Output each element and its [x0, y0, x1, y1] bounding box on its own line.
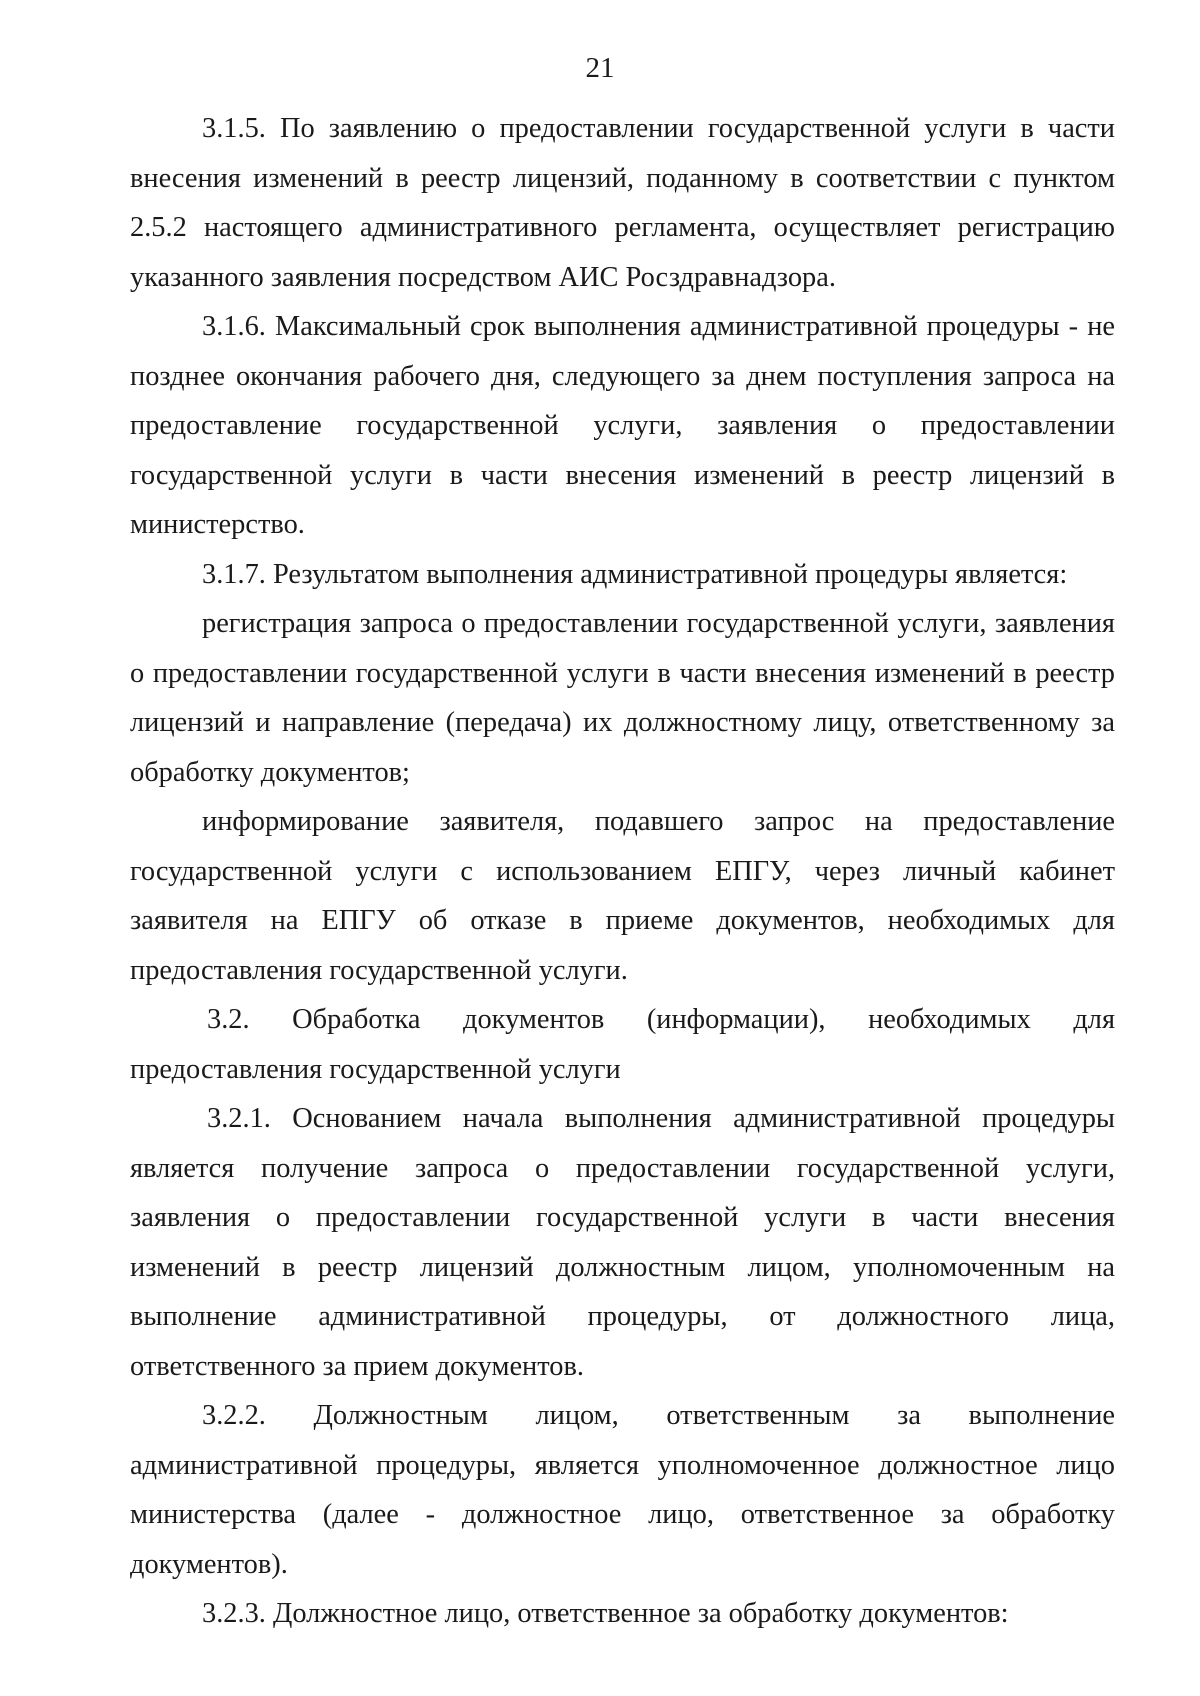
- section-heading-3-2: 3.2. Обработка документов (информации), необходимых для предоставления государственной услуги: [130, 1004, 1115, 1085]
- paragraph-result-informing: информирование заявителя, подавшего запрос на предоставление государственной услуги с использованием ЕПГУ, через личный кабинет заявителя на ЕПГУ об отказе в приеме документов, необходимых для предоставления государственной услуги.: [130, 806, 1115, 986]
- paragraph-3-1-6: 3.1.6. Максимальный срок выполнения административной процедуры - не позднее окончания рабочего дня, следующего за днем поступления запроса на предоставление государственной услуги, заявления о предоставлении государственной услуги в части внесения изменений в реестр лицензий в министерство.: [130, 311, 1115, 540]
- paragraph-3-2-2: 3.2.2. Должностным лицом, ответственным за выполнение административной процедуры, является уполномоченное должностное лицо министерства (далее - должностное лицо, ответственное за обработку документов).: [130, 1400, 1115, 1580]
- page-number: 21: [585, 52, 615, 84]
- paragraph-result-registration: регистрация запроса о предоставлении государственной услуги, заявления о предоставлении государственной услуги в части внесения изменений в реестр лицензий и направление (передача) их должностному лицу, ответственному за обработку документов;: [130, 608, 1115, 788]
- document-body: [130, 104, 1115, 1639]
- paragraph-3-1-5: 3.1.5. По заявлению о предоставлении государственной услуги в части внесения изменений в реестр лицензий, поданному в соответствии с пунктом 2.5.2 настоящего административного регламента, осуществляет регистрацию указанного заявления посредством АИС Росздравнадзора.: [130, 113, 1115, 293]
- paragraph-3-2-3: 3.2.3. Должностное лицо, ответственное за обработку документов:: [202, 1598, 1009, 1629]
- paragraph-3-1-7: 3.1.7. Результатом выполнения административной процедуры является:: [202, 558, 1068, 590]
- paragraph-3-2-1: 3.2.1. Основанием начала выполнения административной процедуры является получение запроса о предоставлении государственной услуги, заявления о предоставлении государственной услуги в части внесения изменений в реестр лицензий должностным лицом, уполномоченным на выполнение административной процедуры, от должностного лица, ответственного за прием документов.: [130, 1103, 1115, 1382]
